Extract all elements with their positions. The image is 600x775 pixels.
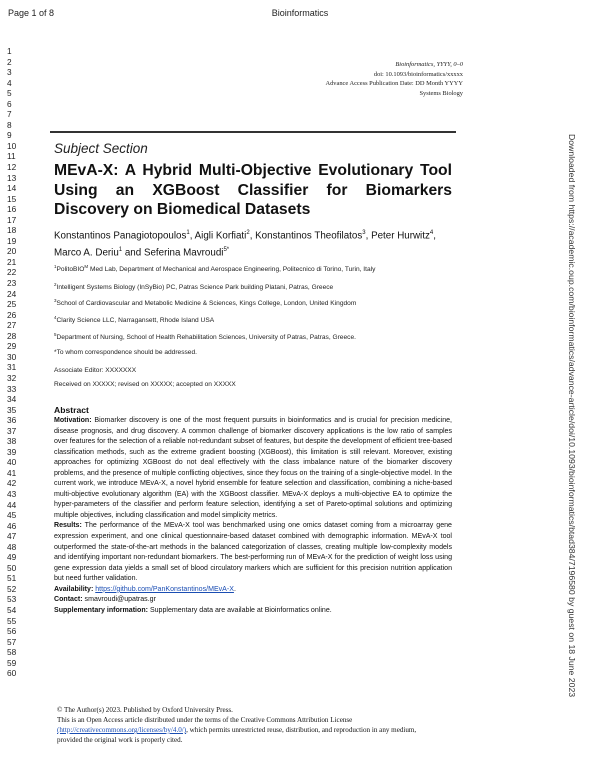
author-name: Seferina Mavroudi xyxy=(143,247,224,259)
line-number: 15 xyxy=(7,193,17,204)
github-link[interactable]: https://github.com/PanKonstantinos/MEvA-X xyxy=(95,585,234,593)
line-number: 28 xyxy=(7,330,17,341)
line-number: 32 xyxy=(7,372,17,383)
author-name: Marco A. Deriu xyxy=(54,247,119,259)
line-number: 54 xyxy=(7,604,17,615)
line-number-column xyxy=(7,46,29,679)
article-metadata xyxy=(203,60,463,98)
line-number: 30 xyxy=(7,351,17,362)
line-number: 33 xyxy=(7,383,17,394)
author-affiliation-mark: 4 xyxy=(429,230,434,236)
line-number: 44 xyxy=(7,499,17,510)
line-number: 43 xyxy=(7,488,17,499)
line-number: 1 xyxy=(7,46,12,56)
subject-section: Subject Section xyxy=(54,141,148,156)
journal-citation: Bioinformatics, YYYY, 0–0 xyxy=(395,61,463,68)
line-number: 52 xyxy=(7,583,17,594)
line-number: 29 xyxy=(7,341,17,352)
received-dates: Received on XXXXX; revised on XXXXX; accepted on XXXXX xyxy=(54,381,236,388)
line-number: 19 xyxy=(7,235,17,246)
author-name: Aigli Korfiati xyxy=(194,230,247,242)
license-statement: This is an Open Access article distributed under the terms of the Creative Commons Attribution License xyxy=(57,716,353,724)
license-link[interactable]: (http://creativecommons.org/licenses/by/4.0/) xyxy=(57,726,187,734)
abstract-contact: Contact: smavroudi@upatras.gr xyxy=(54,596,156,604)
doi: doi: 10.1093/bioinformatics/xxxxx xyxy=(373,70,463,78)
line-number: 10 xyxy=(7,140,17,151)
line-number: 38 xyxy=(7,436,17,447)
line-number: 22 xyxy=(7,267,17,278)
line-number: 40 xyxy=(7,457,17,468)
line-number: 47 xyxy=(7,531,17,542)
line-number: 49 xyxy=(7,552,17,563)
page-header xyxy=(8,8,592,20)
line-number: 14 xyxy=(7,183,17,194)
line-number: 2 xyxy=(7,56,12,67)
line-number: 58 xyxy=(7,647,17,658)
line-number: 26 xyxy=(7,309,17,320)
contact-email: smavroudi@upatras.gr xyxy=(84,596,156,604)
affiliation-5: $^5$Department of Nursing, School of Health Rehabilitation Sciences, University of Patras, Patras, Greece. xyxy=(54,332,356,342)
line-number: 35 xyxy=(7,404,17,415)
affiliation-4: $^4$Clarity Science LLC, Narragansett, Rhode Island USA xyxy=(54,315,215,325)
author-name: Peter Hurwitz xyxy=(371,230,430,242)
line-number: 53 xyxy=(7,594,17,605)
line-number: 4 xyxy=(7,77,12,88)
line-number: 31 xyxy=(7,362,17,373)
author-separator: , xyxy=(189,230,195,242)
line-number: 8 xyxy=(7,119,12,130)
line-number: 59 xyxy=(7,657,17,668)
affiliation-3: $^3$School of Cardiovascular and Metabolic Medicine & Sciences, Kings College, London, United Kingdom xyxy=(54,298,357,308)
abstract-supplementary: Supplementary information: Supplementary data are available at Bioinformatics online. xyxy=(54,606,332,614)
abstract-body xyxy=(54,416,452,616)
author-name: Konstantinos Panagiotopoulos xyxy=(54,230,187,242)
line-number: 16 xyxy=(7,204,17,215)
author-separator: and xyxy=(122,247,144,259)
line-number: 39 xyxy=(7,446,17,457)
line-number: 21 xyxy=(7,256,17,267)
author-separator: , xyxy=(365,230,372,242)
correspondence-note: *To whom correspondence should be addressed. xyxy=(54,349,197,356)
line-number: 27 xyxy=(7,320,17,331)
page-counter: Page 1 of 8 xyxy=(8,8,55,18)
line-number: 7 xyxy=(7,109,12,120)
line-number: 17 xyxy=(7,214,17,225)
line-number: 5 xyxy=(7,88,12,99)
line-number: 12 xyxy=(7,162,17,173)
line-number: 18 xyxy=(7,225,17,236)
advance-access-date: Advance Access Publication Date: DD Month YYYY xyxy=(325,80,463,87)
line-number: 24 xyxy=(7,288,17,299)
line-number: 3 xyxy=(7,67,12,78)
author-affiliation-mark: 1 xyxy=(186,230,190,236)
license-footer xyxy=(57,705,477,745)
header-rule xyxy=(50,131,456,133)
author-affiliation-mark: 5* xyxy=(223,247,230,254)
author-separator: , xyxy=(433,230,436,242)
affiliation-2: $^2$Intelligent Systems Biology (InSyBio) PC, Patras Science Park building Platani, Patras, Greece xyxy=(54,282,334,292)
download-watermark: Downloaded from https://academic.oup.com/bioinformatics/advance-article/doi/10.1093/bioinformatics/btad384/7196580 by guest on 18 June 2023 xyxy=(567,134,577,698)
line-number: 46 xyxy=(7,520,17,531)
author-name: Konstantinos Theofilatos xyxy=(255,230,363,242)
line-number: 37 xyxy=(7,425,17,436)
abstract-motivation: Motivation: Biomarker discovery is one of the most frequent pursuits in bioinformatics and is crucial for precision medicine, disease prognosis, and drug discovery. A common challenge of biomarker discovery applications is the low ratio of samples over features for the selection of a reliable not-redundant subset of features, but despite the development of efficient tree-based classification methods, such as the extreme gradient boosting (XGBoost), this limitation is still relevant. Moreover, existing approaches for optimizing XGBoost do not deal effectively with the class imbalance nature of the biomarker discovery problems, and the presence of multiple conflicting objectives, since they focus on the training of a single-objective model. In the current work, we introduce MEvA-X, a novel hybrid ensemble for feature selection and classification, combining a niche-based multi-objective evolutionary algorithm (EA) with the XGBoost classifier. MEvA-X deploys a multi-objective EA to optimize the hyper-parameters of the classifier and perform feature selection, identifying a set of Pareto-optimal solutions and optimizing multiple objectives, including classification and model simplicity metrics. xyxy=(54,417,452,519)
section-type: Systems Biology xyxy=(419,89,463,97)
line-number: 36 xyxy=(7,415,17,426)
line-number: 11 xyxy=(7,151,16,162)
line-number: 6 xyxy=(7,98,12,109)
abstract-results: Results: The performance of the MEvA-X tool was benchmarked using one omics dataset coming from a microarray gene expression experiment, and one clinical questionnaire-based dataset combined with demographic information. MEvA-X tool outperformed the state-of-the-art methods in the balanced categorization of classes, creating multiple low-complexity models and identifying important non-redundant biomarkers. The best-performing run of MEvA-X for the prediction of weight loss using gene expression data yields a small set of blood circulatory markers which are sufficient for this precision nutrition application but need further validation. xyxy=(54,522,452,583)
line-number: 23 xyxy=(7,278,17,289)
line-number: 51 xyxy=(7,573,17,584)
license-details: (http://creativecommons.org/licenses/by/4.0/), which permits unrestricted reuse, distribution, and reproduction in any medium, xyxy=(57,726,417,734)
line-number: 56 xyxy=(7,626,17,637)
line-number: 13 xyxy=(7,172,17,183)
abstract-availability: Availability: https://github.com/PanKonstantinos/MEvA-X. xyxy=(54,585,236,593)
line-number: 57 xyxy=(7,636,17,647)
author-list xyxy=(54,226,452,261)
line-number: 50 xyxy=(7,562,17,573)
license-end: provided the original work is properly cited. xyxy=(57,736,183,744)
line-number: 41 xyxy=(7,467,17,478)
line-number: 45 xyxy=(7,510,17,521)
affiliation-1: $^1$PolitoBIO$^M$ Med Lab, Department of Mechanical and Aerospace Engineering, Politecnico di Torino, Turin, Italy xyxy=(54,264,376,274)
line-number: 48 xyxy=(7,541,17,552)
line-number: 55 xyxy=(7,615,17,626)
line-number: 25 xyxy=(7,299,17,310)
paper-title: MEvA-X: A Hybrid Multi-Objective Evolutionary Tool Using an XGBoost Classifier for Biomarkers Discovery on Biomedical Datasets xyxy=(54,162,452,218)
line-number: 20 xyxy=(7,246,17,257)
author-affiliation-mark: 3 xyxy=(362,230,366,236)
copyright-notice: © The Author(s) 2023. Published by Oxford University Press. xyxy=(57,706,233,714)
line-number: 42 xyxy=(7,478,17,489)
author-affiliation-mark: 1 xyxy=(118,247,123,254)
line-number: 34 xyxy=(7,394,17,405)
line-number: 60 xyxy=(7,668,17,679)
author-separator: , xyxy=(249,230,256,242)
associate-editor: Associate Editor: XXXXXXX xyxy=(54,367,137,374)
line-number: 9 xyxy=(7,130,12,141)
abstract-heading: Abstract xyxy=(54,405,89,415)
running-journal-title: Bioinformatics xyxy=(271,8,329,18)
author-affiliation-mark: 2 xyxy=(246,230,250,236)
